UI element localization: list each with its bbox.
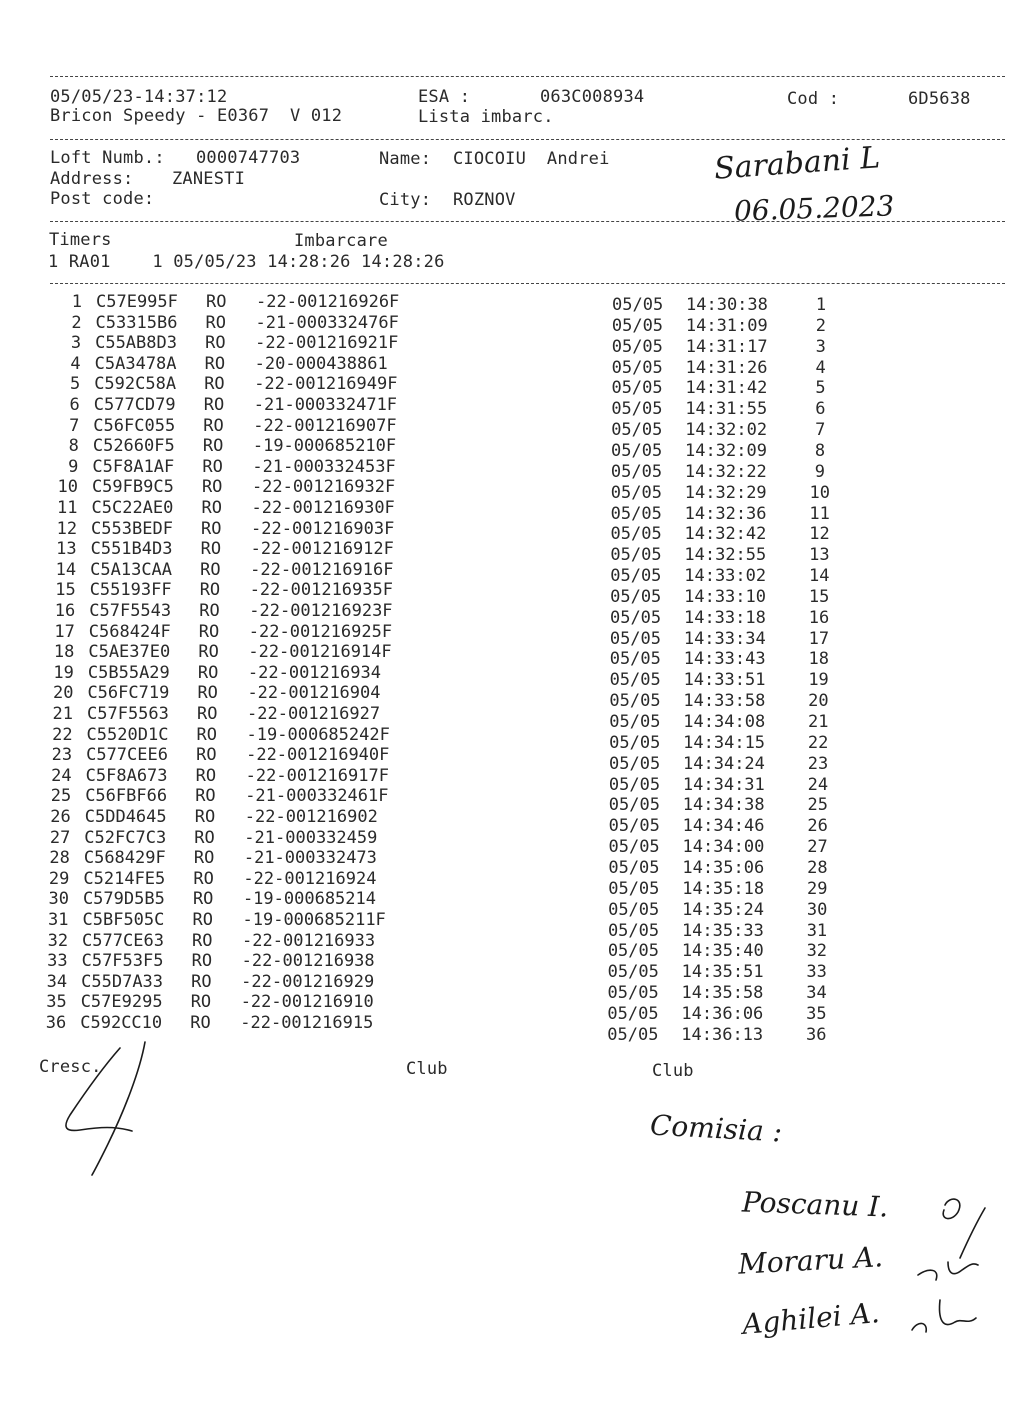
arrival-position: 5 bbox=[815, 378, 826, 399]
arrival-position: 2 bbox=[815, 315, 826, 336]
chip-id: C5C22AE0 bbox=[91, 498, 174, 518]
row-number: 14 bbox=[55, 559, 77, 580]
country-code: RO bbox=[191, 951, 213, 972]
arrival-time: 14:32:29 bbox=[684, 482, 767, 503]
ring-number: -22-001216904 bbox=[247, 683, 381, 704]
loft-number-value: 0000747703 bbox=[196, 148, 301, 168]
chip-id: C53315B6 bbox=[95, 312, 178, 333]
row-number: 10 bbox=[57, 477, 78, 498]
country-code: RO bbox=[190, 992, 212, 1013]
arrival-time: 14:35:58 bbox=[681, 983, 764, 1004]
arrival-date: 05/05 bbox=[608, 878, 660, 899]
chip-id: C5214FE5 bbox=[83, 868, 166, 889]
chip-id: C553BEDF bbox=[91, 518, 173, 539]
country-code: RO bbox=[201, 498, 222, 518]
chip-id: C5A13CAA bbox=[90, 559, 173, 580]
arrival-position: 14 bbox=[808, 566, 830, 587]
arrival-date: 05/05 bbox=[608, 837, 660, 858]
timers-label: Timers bbox=[49, 230, 112, 250]
chip-id: C568424F bbox=[88, 621, 171, 642]
arrival-date: 05/05 bbox=[607, 983, 659, 1004]
arrival-date: 05/05 bbox=[609, 607, 662, 628]
arrival-position: 33 bbox=[806, 962, 827, 983]
row-number: 26 bbox=[50, 807, 71, 827]
arrival-date: 05/05 bbox=[611, 357, 663, 378]
arrival-time: 14:33:43 bbox=[683, 649, 766, 670]
ring-number: -22-001216916F bbox=[250, 559, 394, 580]
arrival-position: 12 bbox=[809, 524, 830, 545]
chip-id: C5AE37E0 bbox=[88, 642, 171, 663]
handwritten-commission-member-2: Moraru A. bbox=[737, 1240, 884, 1281]
arrival-date: 05/05 bbox=[611, 378, 663, 399]
row-number: 36 bbox=[45, 1013, 67, 1033]
chip-id: C55D7A33 bbox=[81, 971, 164, 992]
ring-number: -22-001216925F bbox=[248, 621, 393, 642]
row-number: 21 bbox=[52, 704, 73, 724]
arrival-time: 14:31:55 bbox=[685, 399, 768, 420]
handwritten-comisia: Comisia : bbox=[649, 1108, 783, 1149]
cod-label: Cod : bbox=[787, 89, 840, 109]
arrival-date: 05/05 bbox=[607, 941, 659, 962]
ring-number: -22-001216935F bbox=[249, 580, 393, 601]
ring-number: -19-000685242F bbox=[246, 724, 390, 745]
arrival-date: 05/05 bbox=[607, 1024, 659, 1045]
chip-id: C57F5543 bbox=[89, 601, 172, 621]
chip-id: C57E995F bbox=[96, 292, 178, 312]
row-number: 34 bbox=[46, 971, 68, 992]
country-code: RO bbox=[192, 889, 214, 910]
ring-number: -22-001216902 bbox=[244, 807, 378, 827]
arrival-position: 11 bbox=[809, 503, 830, 524]
city-label: City: bbox=[379, 190, 432, 210]
arrival-time: 14:31:17 bbox=[685, 336, 768, 357]
arrival-time: 14:35:06 bbox=[682, 857, 765, 878]
arrival-position: 9 bbox=[814, 461, 826, 482]
country-code: RO bbox=[193, 868, 214, 889]
ring-number: -22-001216924 bbox=[243, 868, 377, 889]
chip-id: C577CEE6 bbox=[86, 745, 168, 766]
ring-number: -20-000438861 bbox=[254, 353, 388, 374]
arrival-time: 14:31:42 bbox=[685, 378, 768, 399]
ring-number: -21-000332473 bbox=[243, 848, 377, 869]
arrival-time: 14:32:02 bbox=[685, 420, 768, 441]
arrival-time: 14:34:00 bbox=[682, 837, 765, 858]
postcode-label: Post code: bbox=[50, 189, 155, 209]
esa-value: 063C008934 bbox=[540, 87, 645, 107]
arrival-position: 24 bbox=[807, 774, 829, 795]
row-number: 15 bbox=[55, 580, 76, 601]
ring-number: -21-000332459 bbox=[244, 827, 378, 848]
arrival-date: 05/05 bbox=[610, 586, 662, 607]
ring-number: -22-001216914F bbox=[248, 642, 392, 663]
arrival-position: 28 bbox=[807, 857, 828, 878]
arrival-time: 14:34:31 bbox=[682, 774, 765, 795]
arrival-position: 18 bbox=[808, 649, 829, 670]
row-number: 1 bbox=[71, 292, 82, 312]
arrival-date: 05/05 bbox=[610, 461, 663, 482]
row-number: 31 bbox=[48, 910, 69, 930]
arrival-position: 26 bbox=[807, 816, 828, 837]
country-code: RO bbox=[195, 765, 217, 786]
row-number: 13 bbox=[56, 539, 77, 560]
ring-number: -22-001216927 bbox=[247, 704, 381, 724]
arrival-date: 05/05 bbox=[608, 899, 660, 920]
country-code: RO bbox=[197, 683, 218, 704]
arrival-date: 05/05 bbox=[608, 795, 660, 816]
ring-number: -21-000332453F bbox=[252, 456, 396, 477]
address-label: Address: bbox=[50, 169, 134, 189]
chip-id: C5A3478A bbox=[94, 353, 177, 374]
chip-id: C5F8A673 bbox=[85, 765, 168, 786]
arrival-position: 7 bbox=[815, 420, 826, 441]
ring-number: -22-001216921F bbox=[255, 333, 399, 354]
country-code: RO bbox=[194, 827, 215, 848]
arrival-position: 13 bbox=[809, 545, 830, 566]
row-number: 9 bbox=[68, 456, 79, 477]
handwritten-signature-top: Sarabani L bbox=[712, 140, 882, 187]
country-code: RO bbox=[204, 374, 225, 395]
arrival-date: 05/05 bbox=[611, 420, 663, 441]
handwritten-commission-member-1: Poscanu I. bbox=[741, 1185, 889, 1224]
arrival-time: 14:33:34 bbox=[683, 628, 766, 649]
arrival-date: 05/05 bbox=[609, 732, 661, 753]
chip-id: C579D5B5 bbox=[82, 889, 165, 910]
name-label: Name: bbox=[379, 149, 432, 169]
chip-id: C5F8A1AF bbox=[92, 456, 175, 477]
arrival-date: 05/05 bbox=[610, 482, 662, 503]
ring-number: -21-000332476F bbox=[255, 312, 399, 333]
row-number: 17 bbox=[54, 621, 75, 642]
arrival-date: 05/05 bbox=[611, 399, 663, 420]
arrival-time: 14:30:38 bbox=[686, 295, 768, 315]
arrival-time: 14:31:26 bbox=[685, 357, 768, 378]
chip-id: C5BF505C bbox=[82, 910, 165, 930]
arrival-position: 22 bbox=[807, 732, 829, 753]
list-title: Lista imbarc. bbox=[418, 107, 554, 127]
row-number: 22 bbox=[52, 724, 73, 745]
city-value: ROZNOV bbox=[453, 190, 516, 210]
arrival-position: 4 bbox=[815, 357, 826, 378]
arrival-position: 27 bbox=[807, 837, 828, 858]
country-code: RO bbox=[191, 971, 212, 992]
ring-number: -21-000332471F bbox=[253, 395, 398, 415]
arrival-position: 8 bbox=[814, 440, 826, 461]
arrival-position: 15 bbox=[808, 586, 830, 607]
country-code: RO bbox=[203, 395, 225, 415]
arrival-date: 05/05 bbox=[610, 503, 662, 524]
system-info: Bricon Speedy - E0367 V 012 bbox=[50, 106, 343, 126]
ring-number: -22-001216930F bbox=[251, 498, 395, 518]
arrival-date: 05/05 bbox=[607, 1003, 659, 1024]
arrival-date: 05/05 bbox=[607, 920, 660, 941]
country-code: RO bbox=[196, 745, 217, 766]
country-code: RO bbox=[205, 312, 227, 333]
arrival-date: 05/05 bbox=[612, 295, 664, 315]
country-code: RO bbox=[197, 662, 219, 683]
handwritten-date: 06.05.2023 bbox=[733, 189, 895, 228]
chip-id: C577CD79 bbox=[93, 395, 176, 415]
arrival-time: 14:32:42 bbox=[684, 524, 767, 545]
row-number: 25 bbox=[50, 786, 72, 807]
chip-id: C551B4D3 bbox=[90, 539, 173, 560]
country-code: RO bbox=[195, 786, 216, 807]
arrival-time: 14:33:10 bbox=[684, 586, 766, 607]
ring-number: -19-000685214 bbox=[242, 889, 376, 910]
arrival-time: 14:36:13 bbox=[681, 1024, 764, 1045]
country-code: RO bbox=[199, 580, 221, 601]
row-number: 18 bbox=[53, 642, 75, 663]
cresc-label: Cresc. bbox=[39, 1057, 102, 1077]
country-code: RO bbox=[190, 1013, 211, 1033]
row-number: 5 bbox=[69, 374, 81, 395]
arrival-date: 05/05 bbox=[610, 545, 662, 566]
arrival-time: 14:34:08 bbox=[683, 712, 766, 732]
chip-id: C5DD4645 bbox=[84, 807, 167, 827]
arrival-position: 19 bbox=[808, 670, 829, 691]
arrival-position: 1 bbox=[815, 295, 827, 315]
arrival-position: 32 bbox=[806, 941, 828, 962]
chip-id: C57E9295 bbox=[80, 992, 163, 1013]
arrival-date: 05/05 bbox=[610, 524, 662, 545]
ring-number: -22-001216903F bbox=[251, 518, 395, 539]
name-value: CIOCOIU Andrei bbox=[453, 149, 610, 169]
arrival-position: 36 bbox=[806, 1024, 827, 1045]
row-number: 7 bbox=[69, 415, 80, 436]
arrival-time: 14:32:36 bbox=[684, 503, 767, 524]
ring-number: -22-001216940F bbox=[246, 745, 390, 766]
chip-id: C577CE63 bbox=[82, 930, 164, 951]
club-label-1: Club bbox=[406, 1059, 448, 1079]
arrival-position: 20 bbox=[808, 691, 829, 712]
row-number: 32 bbox=[47, 930, 69, 951]
arrival-time: 14:32:22 bbox=[684, 461, 767, 482]
row-number: 19 bbox=[53, 662, 74, 683]
row-number: 12 bbox=[56, 518, 78, 539]
country-code: RO bbox=[197, 704, 218, 724]
country-code: RO bbox=[192, 930, 213, 951]
country-code: RO bbox=[205, 333, 226, 354]
arrival-position: 35 bbox=[806, 1003, 827, 1024]
arrival-position: 29 bbox=[806, 878, 828, 899]
country-code: RO bbox=[200, 559, 221, 580]
arrival-date: 05/05 bbox=[611, 440, 663, 461]
arrival-time: 14:35:33 bbox=[681, 920, 764, 941]
address-value: ZANESTI bbox=[172, 169, 246, 189]
arrival-position: 34 bbox=[806, 983, 827, 1004]
cod-value: 6D5638 bbox=[908, 89, 971, 109]
arrival-time: 14:34:24 bbox=[683, 753, 765, 774]
row-number: 30 bbox=[48, 889, 69, 910]
arrival-time: 14:35:51 bbox=[681, 962, 764, 983]
row-number: 35 bbox=[46, 992, 67, 1013]
arrival-time: 14:32:55 bbox=[684, 545, 767, 566]
arrival-position: 30 bbox=[806, 899, 828, 920]
chip-id: C57F5563 bbox=[87, 704, 169, 724]
arrival-time: 14:34:46 bbox=[682, 816, 765, 837]
arrival-date: 05/05 bbox=[609, 691, 661, 712]
imbarcare-label: Imbarcare bbox=[294, 231, 388, 251]
arrival-time: 14:34:38 bbox=[682, 795, 765, 816]
chip-id: C5520D1C bbox=[86, 724, 169, 745]
ring-number: -22-001216934 bbox=[247, 662, 381, 683]
row-number: 29 bbox=[48, 868, 70, 889]
chip-id: C56FC719 bbox=[87, 683, 170, 704]
country-code: RO bbox=[201, 518, 222, 539]
arrival-time: 14:35:18 bbox=[682, 878, 765, 899]
arrival-time: 14:33:02 bbox=[684, 566, 767, 587]
chip-id: C56FC055 bbox=[93, 415, 176, 436]
row-number: 16 bbox=[54, 601, 76, 621]
arrival-position: 31 bbox=[806, 920, 828, 941]
ring-number: -22-001216949F bbox=[254, 374, 398, 395]
row-number: 28 bbox=[49, 848, 70, 869]
arrival-time: 14:33:58 bbox=[683, 691, 766, 712]
arrival-date: 05/05 bbox=[609, 649, 661, 670]
arrival-date: 05/05 bbox=[608, 774, 661, 795]
chip-id: C57F53F5 bbox=[81, 951, 164, 972]
arrival-date: 05/05 bbox=[611, 336, 663, 357]
ring-number: -22-001216910 bbox=[240, 992, 374, 1013]
arrival-position: 23 bbox=[807, 753, 829, 774]
chip-id: C5B55A29 bbox=[87, 662, 170, 683]
esa-label: ESA : bbox=[418, 87, 471, 107]
arrival-date: 05/05 bbox=[607, 962, 659, 983]
row-number: 6 bbox=[69, 395, 80, 415]
country-code: RO bbox=[203, 415, 224, 436]
country-code: RO bbox=[194, 807, 216, 827]
row-number: 23 bbox=[51, 745, 73, 766]
country-code: RO bbox=[192, 910, 213, 930]
country-code: RO bbox=[202, 436, 224, 457]
arrival-date: 05/05 bbox=[611, 315, 664, 336]
arrival-time: 14:33:51 bbox=[683, 670, 766, 691]
country-code: RO bbox=[196, 724, 218, 745]
club-label-2: Club bbox=[652, 1061, 694, 1081]
ring-number: -22-001216923F bbox=[249, 601, 393, 621]
arrival-date: 05/05 bbox=[608, 816, 660, 837]
loft-number-label: Loft Numb.: bbox=[50, 148, 165, 168]
ring-number: -22-001216907F bbox=[253, 415, 397, 436]
ring-number: -22-001216932F bbox=[251, 477, 396, 498]
row-number: 20 bbox=[52, 683, 74, 704]
arrival-time: 14:35:24 bbox=[682, 899, 764, 920]
arrival-position: 25 bbox=[807, 795, 828, 816]
chip-id: C592CC10 bbox=[80, 1013, 163, 1033]
arrival-date: 05/05 bbox=[608, 857, 660, 878]
chip-id: C52660F5 bbox=[92, 436, 175, 457]
arrival-position: 17 bbox=[808, 628, 830, 649]
ring-number: -22-001216917F bbox=[245, 765, 389, 786]
ring-number: -22-001216933 bbox=[242, 930, 376, 951]
row-number: 4 bbox=[70, 353, 81, 374]
country-code: RO bbox=[193, 848, 215, 869]
arrival-time: 14:32:09 bbox=[685, 440, 767, 461]
arrival-date: 05/05 bbox=[609, 628, 662, 649]
chip-id: C568429F bbox=[83, 848, 166, 869]
chip-id: C59FB9C5 bbox=[91, 477, 174, 498]
arrival-time: 14:35:40 bbox=[681, 941, 764, 962]
country-code: RO bbox=[202, 456, 223, 477]
row-number: 2 bbox=[71, 312, 82, 333]
ring-number: -22-001216929 bbox=[241, 971, 375, 992]
ring-number: -21-000332461F bbox=[245, 786, 389, 807]
row-number: 24 bbox=[51, 765, 72, 786]
ring-number: -19-000685210F bbox=[252, 436, 397, 457]
chip-id: C56FBF66 bbox=[85, 786, 168, 807]
chip-id: C55193FF bbox=[89, 580, 172, 601]
chip-id: C592C58A bbox=[94, 374, 177, 395]
row-number: 27 bbox=[49, 827, 71, 848]
country-code: RO bbox=[206, 292, 227, 312]
chip-id: C52FC7C3 bbox=[84, 827, 167, 848]
arrival-time: 14:33:18 bbox=[683, 607, 766, 628]
row-number: 3 bbox=[70, 333, 82, 354]
handwritten-commission-member-3: Aghilei A. bbox=[740, 1296, 881, 1341]
row-number: 8 bbox=[68, 436, 79, 457]
country-code: RO bbox=[198, 642, 219, 663]
country-code: RO bbox=[204, 353, 226, 374]
arrival-date: 05/05 bbox=[609, 670, 661, 691]
chip-id: C55AB8D3 bbox=[95, 333, 177, 354]
row-number: 33 bbox=[47, 951, 68, 972]
print-datetime: 05/05/23-14:37:12 bbox=[50, 87, 228, 107]
arrival-time: 14:31:09 bbox=[685, 315, 768, 336]
row-number: 11 bbox=[57, 498, 78, 518]
arrival-position: 10 bbox=[809, 482, 831, 503]
arrival-time: 14:36:06 bbox=[681, 1003, 764, 1024]
ring-number: -22-001216938 bbox=[241, 951, 375, 972]
country-code: RO bbox=[201, 477, 223, 498]
country-code: RO bbox=[199, 601, 220, 621]
country-code: RO bbox=[198, 621, 220, 642]
arrival-position: 21 bbox=[808, 712, 829, 732]
arrival-date: 05/05 bbox=[609, 753, 661, 774]
timer-row: 1 RA01 1 05/05/23 14:28:26 14:28:26 bbox=[48, 252, 445, 272]
arrival-position: 16 bbox=[808, 607, 830, 628]
ring-number: -22-001216912F bbox=[250, 539, 394, 560]
arrival-position: 6 bbox=[815, 399, 826, 420]
arrival-date: 05/05 bbox=[609, 712, 661, 732]
ring-number: -19-000685211F bbox=[242, 910, 386, 930]
ring-number: -22-001216915 bbox=[240, 1013, 374, 1033]
arrival-position: 3 bbox=[815, 336, 826, 357]
ring-number: -22-001216926F bbox=[256, 292, 400, 312]
arrival-time: 14:34:15 bbox=[683, 732, 766, 753]
arrival-date: 05/05 bbox=[610, 566, 662, 587]
country-code: RO bbox=[200, 539, 222, 560]
